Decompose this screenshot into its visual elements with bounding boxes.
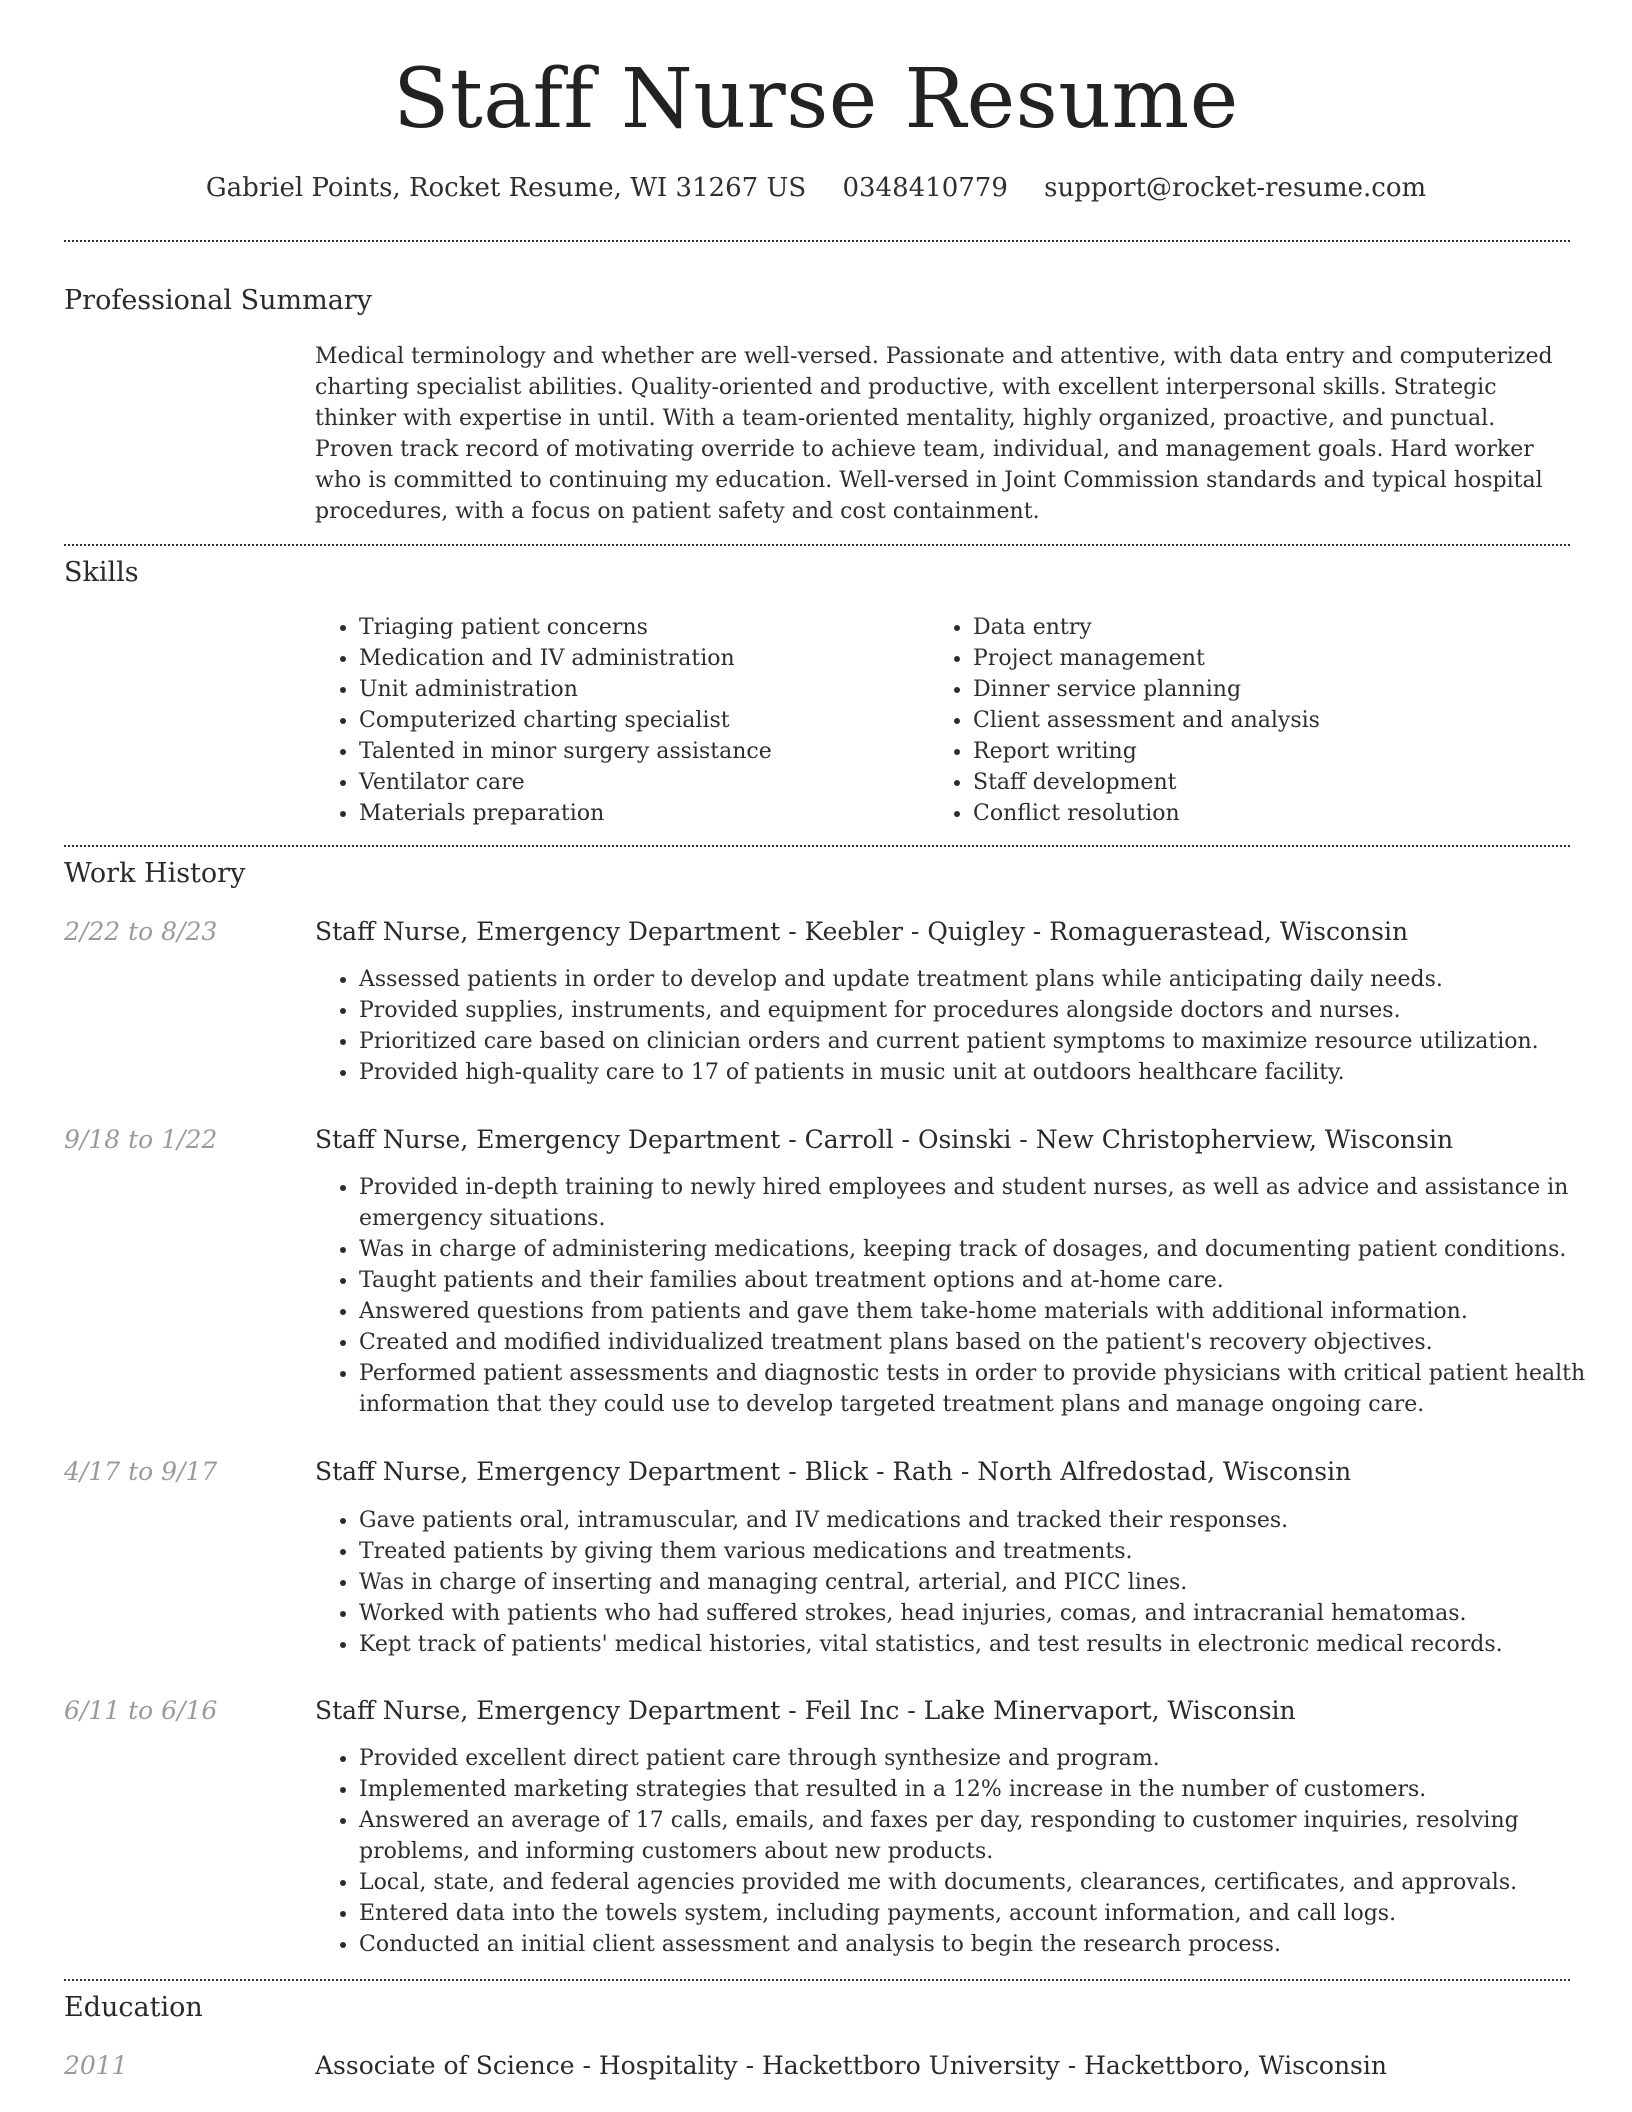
job-title: Staff Nurse, Emergency Department - Feil Inc - Lake Minervaport, Wisconsin — [315, 1696, 1296, 1725]
education-heading: Education — [64, 1992, 203, 2023]
skill-item: • Report writing — [973, 736, 1320, 767]
job-bullet: • Provided excellent direct patient care through synthesize and program. — [359, 1743, 1619, 1774]
job-dates: 6/11 to 6/16 — [64, 1696, 218, 1725]
job-dates: 9/18 to 1/22 — [64, 1125, 218, 1154]
job-bullet: • Answered questions from patients and gave them take-home materials with additional information. — [359, 1296, 1619, 1327]
skill-item: • Ventilator care — [359, 767, 772, 798]
job-bullet: • Provided supplies, instruments, and equipment for procedures alongside doctors and nurses. — [359, 995, 1619, 1026]
education-year: 2011 — [64, 2051, 128, 2080]
job-bullet: • Entered data into the towels system, including payments, account information, and call logs. — [359, 1898, 1619, 1929]
skill-item: • Project management — [973, 643, 1320, 674]
skill-item: • Conflict resolution — [973, 798, 1320, 829]
job-bullet: • Was in charge of inserting and managing central, arterial, and PICC lines. — [359, 1567, 1619, 1598]
resume-title: Staff Nurse Resume — [393, 52, 1239, 147]
job-bullets — [315, 1172, 1619, 1420]
skill-item: • Medication and IV administration — [359, 643, 772, 674]
skill-item: • Talented in minor surgery assistance — [359, 736, 772, 767]
job-bullet: • Assessed patients in order to develop and update treatment plans while anticipating daily needs. — [359, 964, 1619, 995]
skill-item: • Dinner service planning — [973, 674, 1320, 705]
job-bullet: • Prioritized care based on clinician orders and current patient symptoms to maximize resource utilization. — [359, 1026, 1619, 1057]
skill-item: • Triaging patient concerns — [359, 612, 772, 643]
skills-list-right — [929, 612, 1320, 829]
job-bullet: • Gave patients oral, intramuscular, and IV medications and tracked their responses. — [359, 1505, 1619, 1536]
contact-email: support@rocket-resume.com — [1044, 173, 1427, 203]
divider — [64, 845, 1570, 847]
divider — [64, 544, 1570, 546]
divider — [64, 240, 1570, 242]
summary-text: Medical terminology and whether are well-versed. Passionate and attentive, with data entry and computerized charting specialist abilities. Quality-oriented and productive, with excellent interpersonal skills. Strategic thinker with expertise in until. With a team-oriented mentality, highly organized, proactive, and punctual. Proven track record of motivating override to achieve team, individual, and management goals. Hard worker who is committed to continuing my education. Well-versed in Joint Commission standards and typical hospital procedures, with a focus on patient safety and cost containment. — [315, 344, 1553, 524]
job-dates: 2/22 to 8/23 — [64, 917, 218, 946]
skill-item: • Unit administration — [359, 674, 772, 705]
job-bullet: • Taught patients and their families about treatment options and at-home care. — [359, 1265, 1619, 1296]
contact-line — [0, 170, 1632, 206]
job-bullet: • Provided high-quality care to 17 of patients in music unit at outdoors healthcare facility. — [359, 1057, 1619, 1088]
skill-item: • Staff development — [973, 767, 1320, 798]
job-dates: 4/17 to 9/17 — [64, 1457, 218, 1486]
job-bullets — [315, 1505, 1619, 1660]
job-bullet: • Worked with patients who had suffered strokes, head injuries, comas, and intracranial hematomas. — [359, 1598, 1619, 1629]
work-heading: Work History — [64, 858, 246, 889]
skill-item: • Materials preparation — [359, 798, 772, 829]
job-bullet: • Created and modified individualized treatment plans based on the patient's recovery objectives. — [359, 1327, 1619, 1358]
job-title: Staff Nurse, Emergency Department - Carroll - Osinski - New Christopherview, Wisconsin — [315, 1125, 1454, 1154]
skills-list-left — [315, 612, 772, 829]
job-bullet: • Local, state, and federal agencies provided me with documents, clearances, certificates, and approvals. — [359, 1867, 1619, 1898]
job-bullet: • Answered an average of 17 calls, emails, and faxes per day, responding to customer inquiries, resolving problems, and informing customers about new products. — [359, 1805, 1619, 1867]
skill-item: • Computerized charting specialist — [359, 705, 772, 736]
summary-heading: Professional Summary — [64, 285, 372, 316]
job-title: Staff Nurse, Emergency Department - Keebler - Quigley - Romaguerastead, Wisconsin — [315, 917, 1409, 946]
skills-heading: Skills — [64, 557, 139, 588]
job-bullet: • Treated patients by giving them various medications and treatments. — [359, 1536, 1619, 1567]
job-bullet: • Conducted an initial client assessment and analysis to begin the research process. — [359, 1929, 1619, 1960]
job-bullets — [315, 1743, 1619, 1960]
job-title: Staff Nurse, Emergency Department - Blick - Rath - North Alfredostad, Wisconsin — [315, 1457, 1352, 1486]
job-bullet: • Kept track of patients' medical histories, vital statistics, and test results in electronic medical records. — [359, 1629, 1619, 1660]
job-bullets — [315, 964, 1619, 1088]
skill-item: • Client assessment and analysis — [973, 705, 1320, 736]
contact-phone: 0348410779 — [842, 173, 1008, 203]
skill-item: • Data entry — [973, 612, 1320, 643]
job-bullet: • Performed patient assessments and diagnostic tests in order to provide physicians with critical patient health information that they could use to develop targeted treatment plans and manage ongoing care. — [359, 1358, 1619, 1420]
divider — [64, 1979, 1570, 1981]
job-bullet: • Was in charge of administering medications, keeping track of dosages, and documenting patient conditions. — [359, 1234, 1619, 1265]
job-bullet: • Implemented marketing strategies that resulted in a 12% increase in the number of customers. — [359, 1774, 1619, 1805]
education-degree: Associate of Science - Hospitality - Hackettboro University - Hackettboro, Wisconsin — [315, 2051, 1387, 2080]
contact-address: Gabriel Points, Rocket Resume, WI 31267 US — [205, 173, 807, 203]
job-bullet: • Provided in-depth training to newly hired employees and student nurses, as well as advice and assistance in emergency situations. — [359, 1172, 1619, 1234]
